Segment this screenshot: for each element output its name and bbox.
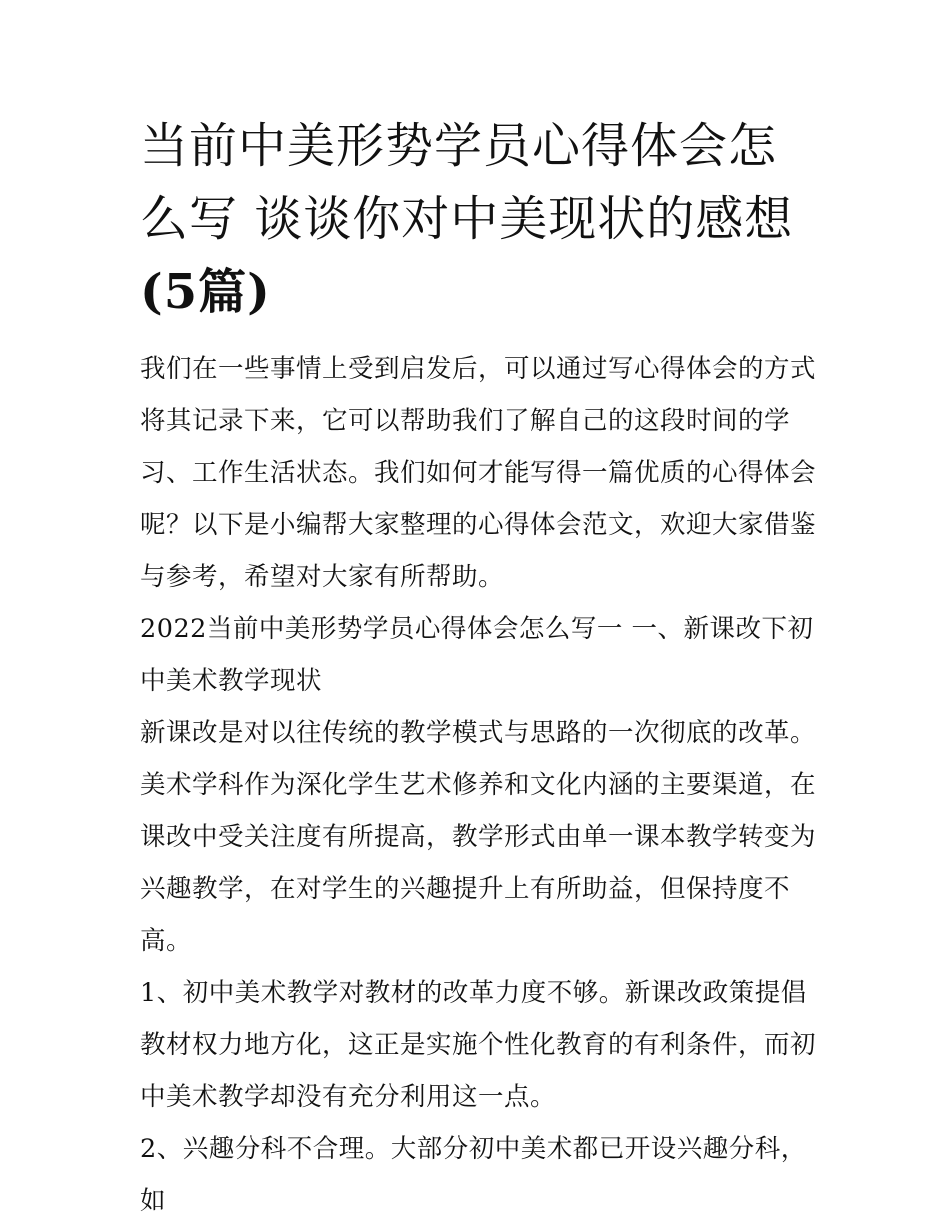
document-content xyxy=(140,110,820,1227)
paragraph-point-1: 1、初中美术教学对教材的改革力度不够。新课改政策提倡教材权力地方化，这正是实施个性化教育的有利条件，而初中美术教学却没有充分利用这一点。 xyxy=(140,978,817,1112)
paragraph-point-2: 2、兴趣分科不合理。大部分初中美术都已开设兴趣分科，如 xyxy=(140,1134,807,1216)
paragraph-intro: 我们在一些事情上受到启发后，可以通过写心得体会的方式将其记录下来，它可以帮助我们了解自己的这段时间的学习、工作生活状态。我们如何才能写得一篇优质的心得体会呢？以下是小编帮大家整理的心得体会范文，欢迎大家借鉴与参考，希望对大家有所帮助。 xyxy=(140,354,817,592)
title-main: 当前中美形势学员心得体会怎么写 谈谈你对中美现状的感想 xyxy=(140,118,794,247)
paragraph-body: 新课改是对以往传统的教学模式与思路的一次彻底的改革。美术学科作为深化学生艺术修养和文化内涵的主要渠道，在课改中受关注度有所提高，教学形式由单一课本教学转变为兴趣教学，在对学生的兴趣提升上有所助益，但保持度不高。 xyxy=(140,718,817,956)
document-title xyxy=(140,110,820,329)
title-suffix: (5篇) xyxy=(140,264,271,320)
section-heading: 2022当前中美形势学员心得体会怎么写一 一、新课改下初中美术教学现状 xyxy=(140,614,814,696)
